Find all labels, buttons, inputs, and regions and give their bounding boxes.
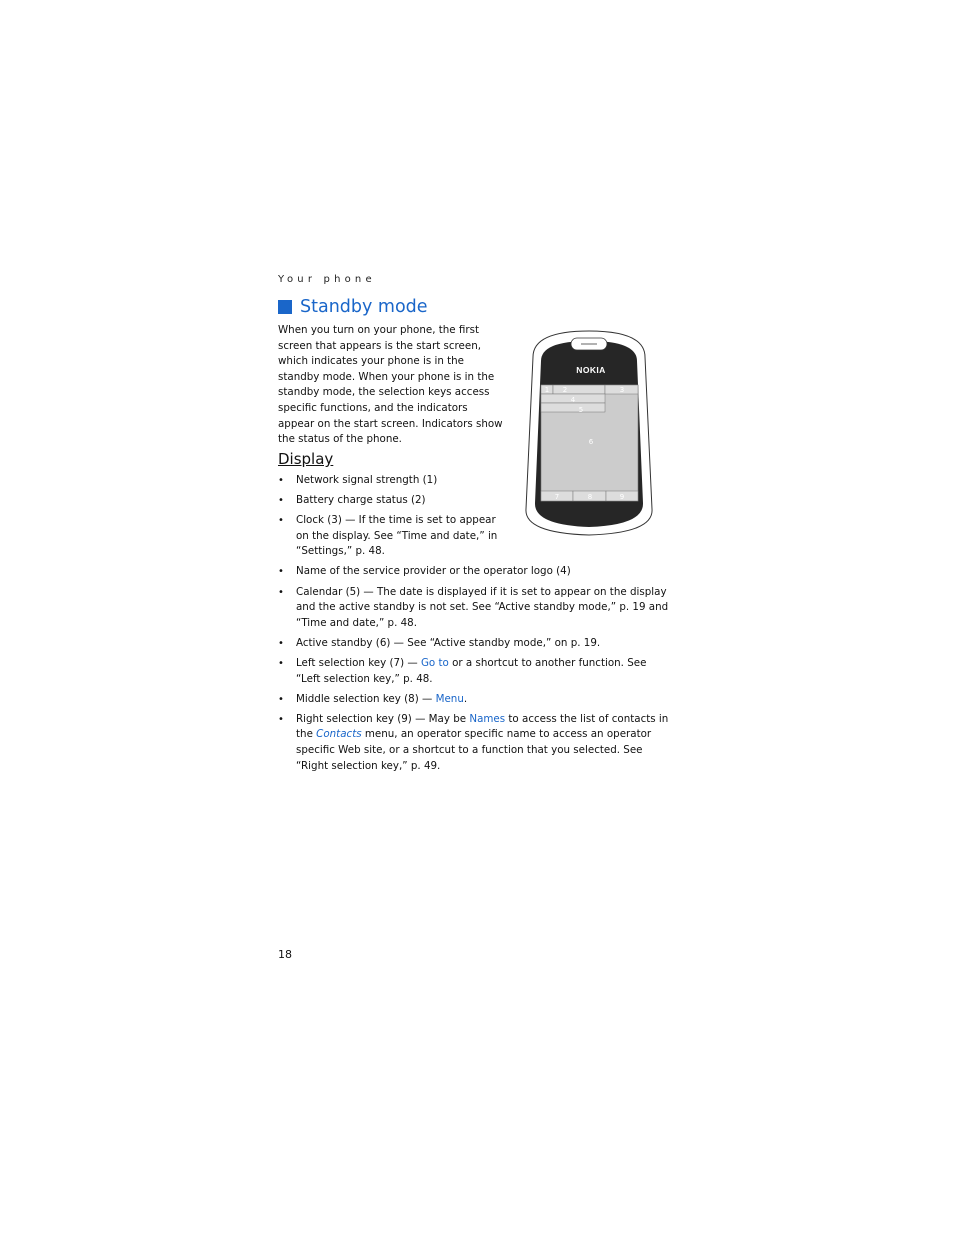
list-item-text: . <box>463 692 468 705</box>
list-item <box>278 656 670 687</box>
screen-label: 5 <box>578 406 584 414</box>
list-item: • Calendar (5) — The date is displayed if it is set to appear on the display and the active standby is not set. See “Active standby mode,” p. 19 and “Time and date,” p. 48. <box>278 585 670 632</box>
list-item <box>278 712 670 774</box>
list-item: • Battery charge status (2) <box>278 493 670 509</box>
list-item <box>278 692 670 708</box>
list-item-text: menu, an operator specific name to access an operator specific Web site, or a shortcut to a function that you selected. See “Right selection key,” p. 49. <box>296 728 652 772</box>
list-item: • Active standby (6) — See “Active standby mode,” on p. 19. <box>278 636 670 652</box>
list-item-text: Middle selection key (8) — <box>296 692 436 705</box>
names-link[interactable]: Names <box>469 712 506 725</box>
display-heading: Display <box>278 450 334 468</box>
contacts-link[interactable]: Contacts <box>316 728 362 741</box>
phone-brand: NOKIA <box>576 365 606 375</box>
list-item: • Clock (3) — If the time is set to appear on the display. See “Time and date,” in “Settings,” p. 48. <box>278 513 504 560</box>
page-number: 18 <box>278 948 292 961</box>
intro-paragraph: When you turn on your phone, the first screen that appears is the start screen, which indicates your phone is in the standby mode. When your phone is in the standby mode, the selection keys access specific functions, and the indicators appear on the start screen. Indicators show the status of the phone. <box>278 324 503 446</box>
screen-label: 7 <box>554 493 560 501</box>
go-to-link[interactable]: Go to <box>420 656 449 669</box>
list-item-text: to access the list of contacts in the <box>296 712 669 741</box>
section-title <box>278 297 428 317</box>
screen-label: 3 <box>619 386 625 394</box>
screen-label: 6 <box>588 438 594 446</box>
section-title-text: Standby mode <box>300 297 428 317</box>
list-item-text: Right selection key (9) — May be <box>296 712 470 725</box>
screen-label: 9 <box>619 493 625 501</box>
list-item: • Network signal strength (1) <box>278 473 670 489</box>
section-square-icon <box>278 300 292 314</box>
menu-link[interactable]: Menu <box>435 692 464 705</box>
screen-label: 2 <box>562 386 568 394</box>
list-item-text: or a shortcut to another function. See “Left selection key,” p. 48. <box>296 656 647 685</box>
list-item-text: Left selection key (7) — <box>296 656 421 669</box>
screen-label: 1 <box>544 386 550 394</box>
screen-label: 4 <box>570 396 576 404</box>
list-item: • Name of the service provider or the operator logo (4) <box>278 564 670 580</box>
running-head: Your phone <box>278 274 376 285</box>
phone-illustration <box>519 327 659 537</box>
screen-label: 8 <box>587 493 593 501</box>
